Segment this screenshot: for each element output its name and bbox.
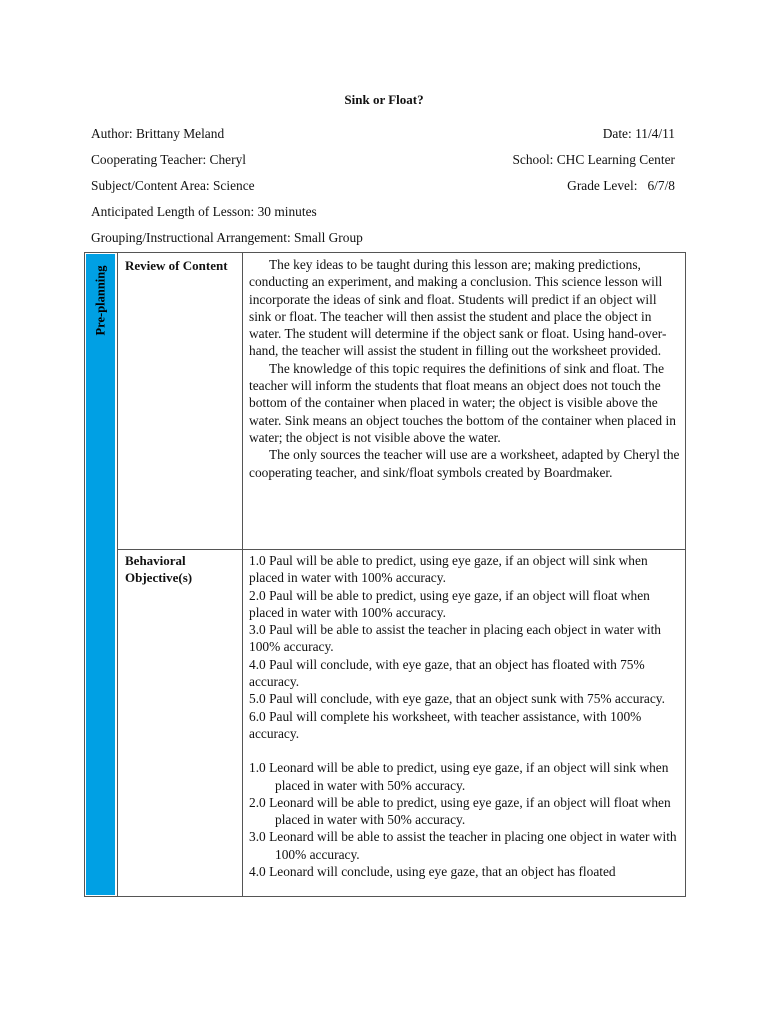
leonard-objective: 4.0 Leonard will conclude, using eye gaze, that an object has floated bbox=[249, 864, 616, 880]
cooperating-teacher-text: Cooperating Teacher: Cheryl bbox=[91, 152, 246, 167]
review-heading: Review of Content bbox=[125, 258, 228, 273]
column-divider-left bbox=[117, 253, 118, 896]
pre-planning-label: Pre-planning bbox=[93, 265, 108, 335]
grade-text: Grade Level: 6/7/8 bbox=[567, 178, 675, 193]
paul-objective: 6.0 Paul will complete his worksheet, with teacher assistance, with 100% accuracy. bbox=[249, 708, 642, 741]
review-paragraph: The key ideas to be taught during this lesson are; making predictions, conducting an experiment, and making a conclusion. This science lesson will incorporate the ideas of sink and float. Students will predict if an object will sink or float. The teacher will then assist the student and place the object in water. The student will determine if the object sank or float. Using hand-over-hand, the teacher will assist the student in filling out the worksheet provided. bbox=[249, 257, 667, 359]
grouping-text: Grouping/Instructional Arrangement: Small Group bbox=[91, 230, 363, 245]
paul-objective: 1.0 Paul will be able to predict, using eye gaze, if an object will sink when placed in water with 100% accuracy. bbox=[249, 553, 648, 586]
meta-row-author bbox=[91, 126, 675, 142]
paul-objective: 3.0 Paul will be able to assist the teacher in placing each object in water with 100% accuracy. bbox=[249, 622, 662, 655]
document-title: Sink or Float? bbox=[344, 92, 424, 107]
leonard-objective: 2.0 Leonard will be able to predict, using eye gaze, if an object will float when placed in water with 50% accuracy. bbox=[249, 794, 671, 828]
leonard-objective: 1.0 Leonard will be able to predict, using eye gaze, if an object will sink when placed in water with 50% accuracy. bbox=[249, 760, 669, 793]
meta-row-grouping bbox=[91, 230, 675, 246]
row-divider bbox=[117, 549, 685, 550]
paul-objective: 5.0 Paul will conclude, with eye gaze, that an object sunk with 75% accuracy. bbox=[249, 691, 665, 707]
leonard-objective: 3.0 Leonard will be able to assist the teacher in placing one object in water with 100% accuracy. bbox=[249, 829, 677, 862]
paul-objective: 2.0 Paul will be able to predict, using eye gaze, if an object will float when placed in water with 100% accuracy. bbox=[249, 587, 650, 620]
review-content bbox=[249, 256, 681, 481]
lesson-plan-table bbox=[84, 252, 686, 897]
meta-row-teacher bbox=[91, 152, 675, 168]
objectives-heading: Behavioral Objective(s) bbox=[125, 553, 193, 585]
lesson-length-text: Anticipated Length of Lesson: 30 minutes bbox=[91, 204, 317, 219]
review-paragraph: The only sources the teacher will use are a worksheet, adapted by Cheryl the cooperating teacher, and sink/float symbols created by Boardmaker. bbox=[249, 447, 680, 480]
paul-objective: 4.0 Paul will conclude, with eye gaze, that an object has floated with 75% accuracy. bbox=[249, 656, 645, 690]
meta-row-length bbox=[91, 204, 675, 220]
objective-gap bbox=[249, 742, 681, 759]
subject-text: Subject/Content Area: Science bbox=[91, 178, 255, 193]
objectives-content bbox=[249, 552, 681, 880]
school-text: School: CHC Learning Center bbox=[512, 152, 675, 167]
review-paragraph: The knowledge of this topic requires the definitions of sink and float. The teacher will inform the students that float means an object does not touch the bottom of the container when placed in water; the object is visible above the water. Sink means an object touches the bottom of the container when placed in water; the object is not visible above the water. bbox=[249, 360, 676, 445]
column-divider-middle bbox=[242, 253, 243, 896]
meta-row-subject bbox=[91, 178, 675, 194]
date-text: Date: 11/4/11 bbox=[602, 126, 675, 141]
author-text: Author: Brittany Meland bbox=[91, 126, 225, 141]
side-label bbox=[86, 254, 115, 346]
side-band bbox=[86, 254, 115, 895]
